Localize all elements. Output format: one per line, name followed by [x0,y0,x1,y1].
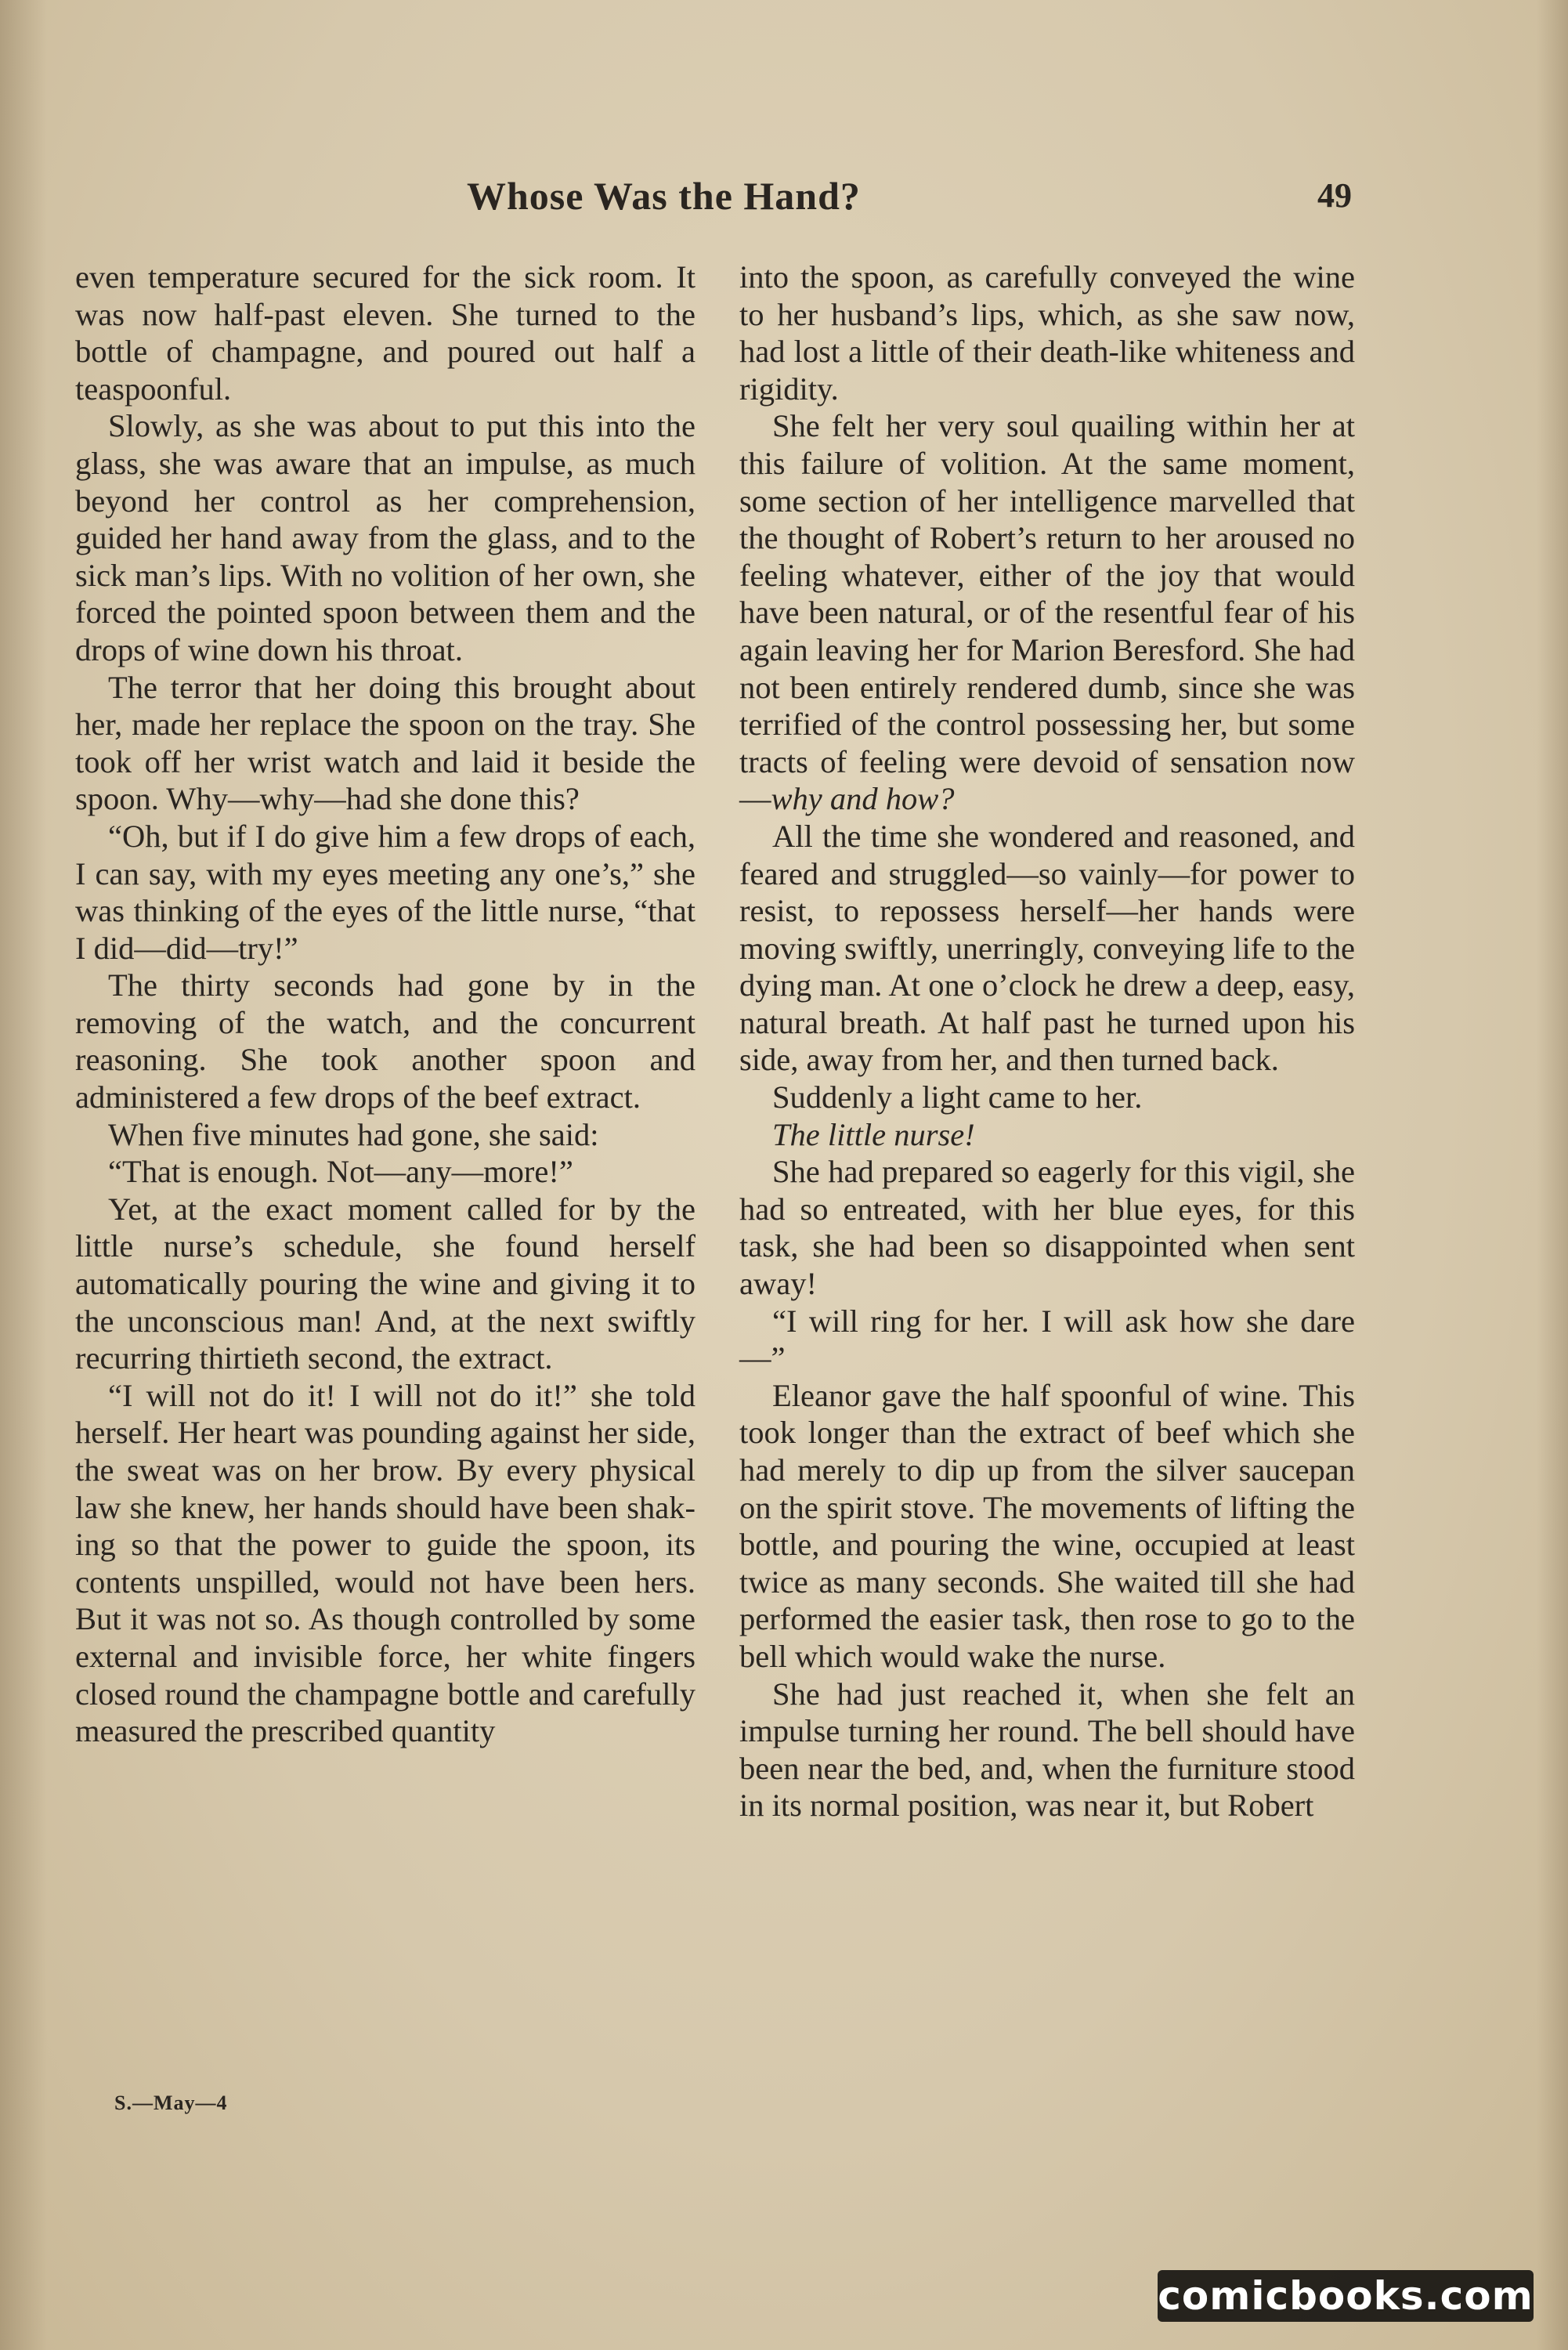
paragraph: When five minutes had gone, she said: [108,1116,599,1152]
paragraph: She had prepared so eagerly for this vigil, she had so entreated, with her blue eyes, for this task, she had been so disappointed when sent away! [739,1154,1355,1302]
paragraph: Slowly, as she was about to put this into the glass, she was aware that an impulse, as much beyond her control as her comprehension, guided her hand away from the glass, and to the sick man’s lips. With no volition of her own, she forced the pointed spoon between them and the drops of wine down his throat. [75,408,695,667]
paragraph: The thirty seconds had gone by in the removing of the watch, and the concurrent reasoning. She took another spoon and administered a few drops of the beef extract. [75,967,695,1115]
paragraph: Suddenly a light came to her. [772,1079,1143,1115]
paragraph: even temperature secured for the sick room. It was now half-past eleven. She turned to the bottle of champagne, and poured out half a teaspoonful. [75,259,695,407]
paragraph: She had just reached it, when she felt an impulse turning her round. The bell should have been near the bed, and, when the furniture stood in its normal position, was near it, but Robert [739,1676,1355,1824]
left-column [75,258,695,1750]
paragraph [739,1116,1355,1154]
signature-mark: S.—May—4 [114,2092,228,2114]
paragraph: “Oh, but if I do give him a few drops of each, I can say, with my eyes meeting any one’s,” she was thinking of the eyes of the little nurse, “that I did—did—try!” [75,818,695,966]
paragraph: Yet, at the exact moment called for by the little nurse’s schedule, she found herself automatically pouring the wine and giving it to the unconscious man! And, at the next swiftly recurring thirtieth second, the extract. [75,1191,695,1376]
paragraph: “I will ring for her. I will ask how she dare—” [739,1303,1355,1376]
paragraph: Eleanor gave the half spoonful of wine. This took longer than the extract of beef which she had merely to dip up from the silver saucepan on the spirit stove. The movements of lifting the bottle, and pouring the wine, occupied at least twice as many seconds. She waited till she had performed the easier task, then rose to go to the bell which would wake the nurse. [739,1377,1355,1674]
page-title: Whose Was the Hand? [467,174,861,218]
page-number: 49 [1317,176,1352,215]
right-column [739,258,1355,1824]
page-edge-shadow-right [1537,0,1568,2350]
paragraph [739,407,1355,818]
paragraph: “That is enough. Not—any—more!” [108,1154,573,1190]
italic-phrase: why and how? [771,781,955,817]
italic-line: The little nurse! [772,1116,975,1152]
running-head [0,164,1568,227]
watermark-logo: comicbooks.com [1158,2270,1534,2322]
page-edge-shadow [0,0,47,2350]
paragraph-text: She felt her very soul quailing within her at this failure of volition. At the same moment, some section of her intelligence marvelled that the thought of Robert’s return to her aroused no feeling whatever, either of the joy that would have been natural, or of the resentful fear of his again leaving her for Marion Beresford. She had not been entirely rendered dumb, since she was terrified of the control possessing her, but some tracts of feeling were devoid of sensation now— [739,408,1355,817]
paragraph: All the time she wondered and reasoned, and feared and struggled—so vainly—for power to resist, to repossess herself—her hands were moving swiftly, unerringly, conveying life to the dying man. At one o’clock he drew a deep, easy, natural breath. At half past he turned upon his side, away from her, and then turned back. [739,818,1355,1078]
paragraph: into the spoon, as carefully conveyed the wine to her husband’s lips, which, as she saw now, had lost a little of their death-like whiteness and rigidity. [739,259,1355,407]
paragraph: “I will not do it! I will not do it!” she told herself. Her heart was pounding against her side, the sweat was on her brow. By every physical law she knew, her hands should have been shaking so that the power to guide the spoon, its contents unspilled, would not have been hers. But it was not so. As though controlled by some external and invisible force, her white fingers closed round the champagne bottle and carefully measured the prescribed quantity [75,1377,695,1749]
paragraph: The terror that her doing this brought about her, made her replace the spoon on the tray. She took off her wrist watch and laid it beside the spoon. Why—why—had she done this? [75,669,695,817]
